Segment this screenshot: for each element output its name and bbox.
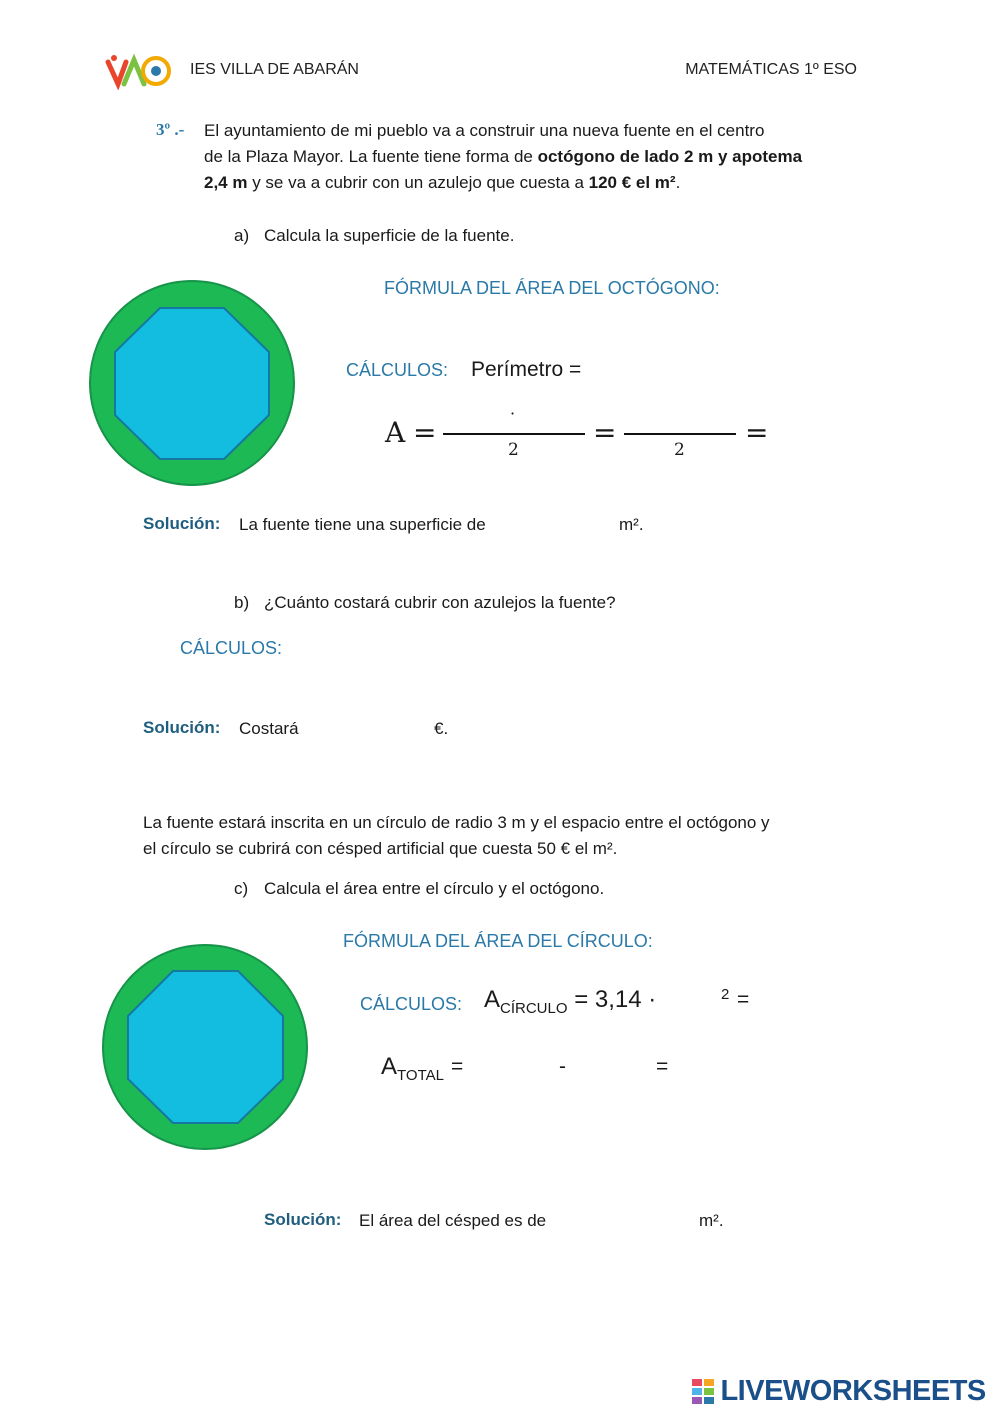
denominator-1: 2 bbox=[508, 440, 519, 460]
school-logo bbox=[104, 52, 172, 90]
octagon-shape bbox=[128, 971, 283, 1123]
multiply-dot: · bbox=[510, 404, 516, 423]
liveworksheets-icon bbox=[692, 1379, 714, 1405]
denominator-2: 2 bbox=[674, 440, 685, 460]
part-a-label: a) bbox=[234, 226, 250, 245]
problem-statement: El ayuntamiento de mi pueblo va a construir una nueva fuente en el centro de la Plaza Mayor. La fuente tiene forma de octógono de lado 2 m y apotema 2,4 m y se va a cubrir con un azulejo que cuesta a 120 € el m². bbox=[204, 121, 803, 192]
liveworksheets-logo bbox=[692, 1375, 986, 1407]
solution-b-text: Costará bbox=[239, 719, 299, 738]
circle-area-formula: $A_{CÍRCULO} = 3,14$ · bbox=[484, 986, 657, 1017]
octagon-circle-figure-c bbox=[102, 944, 308, 1150]
solution-b-unit: €. bbox=[434, 719, 449, 738]
part-a-calc-label: CÁLCULOS: bbox=[346, 360, 449, 380]
equals-3: = bbox=[745, 416, 769, 449]
part-c-calc-label: CÁLCULOS: bbox=[360, 994, 463, 1014]
minus-sign: - bbox=[559, 1055, 566, 1078]
solution-c-unit: m². bbox=[699, 1211, 724, 1230]
problem-number: 3º .- bbox=[156, 120, 185, 139]
part-a-question: Calcula la superficie de la fuente. bbox=[264, 226, 515, 245]
part-b-calc-label: CÁLCULOS: bbox=[180, 638, 283, 658]
fraction-bar-2 bbox=[624, 433, 736, 435]
part-b-question: ¿Cuánto costará cubrir con azulejos la fuente? bbox=[264, 593, 616, 612]
part-c-label: c) bbox=[234, 879, 249, 898]
octagon-formula-title: FÓRMULA DEL ÁREA DEL OCTÓGONO: bbox=[384, 278, 720, 298]
square-exponent: 2 bbox=[721, 986, 730, 1003]
octagon-shape bbox=[115, 308, 269, 459]
total-area-formula: $A_{TOTAL}$ bbox=[381, 1053, 444, 1084]
solution-c-text: El área del césped es de bbox=[359, 1211, 547, 1230]
solution-b-label: Solución: bbox=[143, 718, 221, 737]
part-c-intro: La fuente estará inscrita en un círculo de radio 3 m y el espacio entre el octógono y el círculo se cubrirá con césped artificial que cuesta 50 € el m². bbox=[143, 813, 770, 858]
equals-1: = bbox=[413, 416, 437, 449]
solution-c-label: Solución: bbox=[264, 1210, 342, 1229]
octagon-circle-figure-a bbox=[89, 280, 295, 486]
circle-formula-title: FÓRMULA DEL ÁREA DEL CÍRCULO: bbox=[343, 931, 653, 951]
part-b-label: b) bbox=[234, 593, 250, 612]
perimeter-label: Perímetro = bbox=[471, 358, 582, 381]
circle-equals: = bbox=[737, 988, 750, 1011]
fraction-bar-1 bbox=[443, 433, 585, 435]
school-name: IES VILLA DE ABARÁN bbox=[190, 61, 359, 78]
total-equals: = bbox=[451, 1055, 464, 1078]
part-c-question: Calcula el área entre el círculo y el octógono. bbox=[264, 879, 605, 898]
solution-a-label: Solución: bbox=[143, 514, 221, 533]
solution-a-unit: m². bbox=[619, 515, 644, 534]
solution-a-text: La fuente tiene una superficie de bbox=[239, 515, 486, 534]
subject-name: MATEMÁTICAS 1º ESO bbox=[685, 61, 857, 78]
total-result-equals: = bbox=[656, 1055, 669, 1078]
liveworksheets-text: LIVEWORKSHEETS bbox=[720, 1375, 986, 1407]
equals-2: = bbox=[593, 416, 617, 449]
area-symbol: A bbox=[385, 416, 406, 449]
